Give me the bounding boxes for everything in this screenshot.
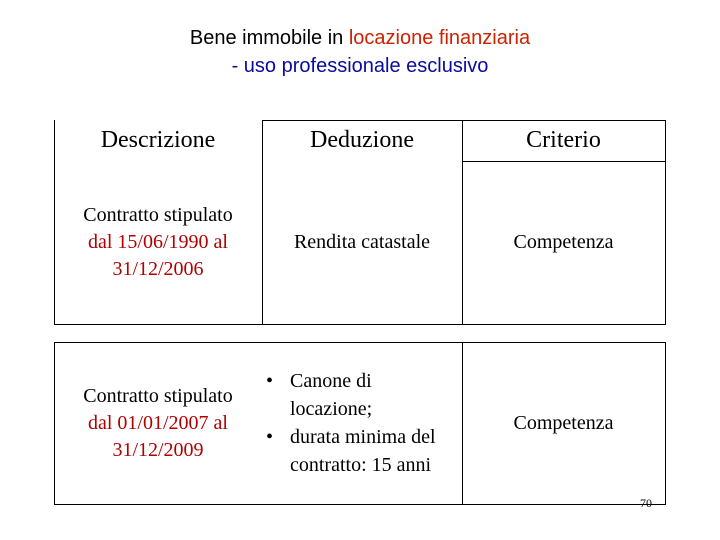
row1-criterio: Competenza <box>513 231 614 253</box>
border-right-bottom <box>665 342 666 505</box>
bullet-icon: • <box>266 426 274 448</box>
row2-criterio: Competenza <box>513 411 614 434</box>
row1-divider <box>54 324 666 325</box>
row2-descr-line1: Contratto stipulato <box>83 384 233 407</box>
table-border-bottom <box>54 504 666 505</box>
row2-descrizione <box>54 342 262 504</box>
header-deduzione: Deduzione <box>310 127 414 153</box>
slide-title <box>0 24 720 80</box>
title-part-1: Bene immobile in <box>189 27 349 49</box>
row2-deduzione <box>262 342 462 504</box>
row2-descr-line3: 31/12/2009 <box>112 438 204 461</box>
row1-descr-line1: Contratto stipulato <box>83 204 233 226</box>
bullet-text-1: Canone di locazione; <box>290 370 373 420</box>
row1-descr-line2: dal 15/06/1990 al <box>88 231 228 253</box>
row1-descr-line3: 31/12/2006 <box>112 258 204 280</box>
bullet-item <box>266 367 446 423</box>
header-criterio: Criterio <box>526 127 601 153</box>
row1-descrizione <box>54 161 262 324</box>
row1-deduzione: Rendita catastale <box>293 231 431 253</box>
title-line-1 <box>0 24 720 52</box>
header-descrizione: Descrizione <box>100 127 216 153</box>
bullet-text-2: durata minima del contratto: 15 anni <box>290 426 436 476</box>
border-right-top <box>665 120 666 325</box>
bullet-icon: • <box>266 370 274 392</box>
title-line-2: - uso professionale esclusivo <box>231 55 489 77</box>
title-part-2: locazione finanziaria <box>348 27 531 49</box>
row2-descr-line2: dal 01/01/2007 al <box>88 411 228 434</box>
bullet-item <box>266 423 446 479</box>
page-number: 70 <box>640 496 652 510</box>
deduzione-bullet-list <box>266 367 446 479</box>
